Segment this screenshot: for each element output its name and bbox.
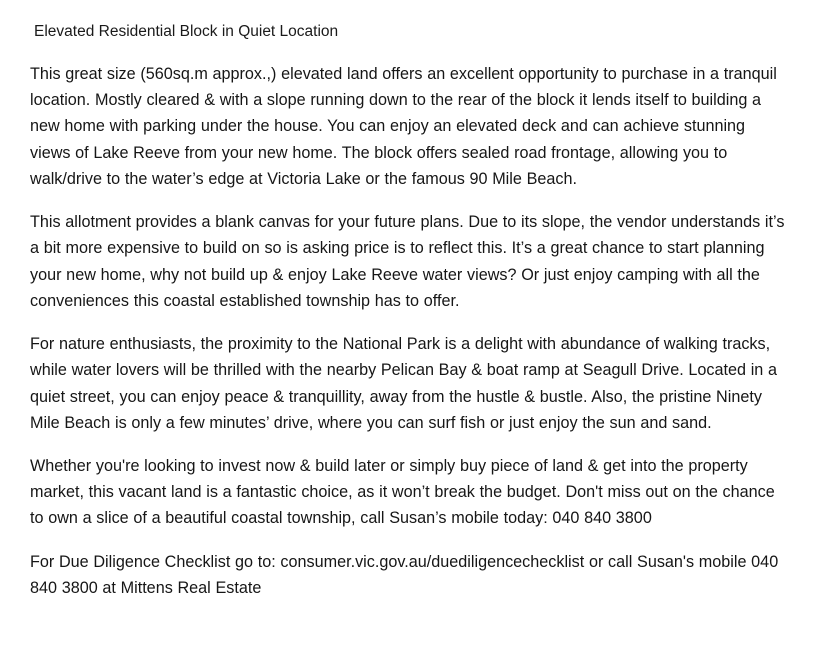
- page-title: Elevated Residential Block in Quiet Location: [34, 23, 339, 40]
- paragraph-property-overview: This great size (560sq.m approx.,) elevated land offers an excellent opportunity to purchase in a tranquil location. Mostly cleared & with a slope running down to the rear of the block it lends itself to building a new home with parking under the house. You can enjoy an elevated deck and can achieve stunning views of Lake Reeve from your new home. The block offers sealed road frontage, allowing you to walk/drive to the water’s edge at Victoria Lake or the famous 90 Mile Beach.: [30, 64, 777, 188]
- paragraph-allotment-potential: This allotment provides a blank canvas for your future plans. Due to its slope, the vendor understands it’s a bit more expensive to build on so is asking price is to reflect this. It’s a great chance to start planning your new home, why not build up & enjoy Lake Reeve water views? Or just enjoy camping with all the conveniences this coastal established township has to offer.: [30, 213, 785, 310]
- paragraph-nature-location: For nature enthusiasts, the proximity to the National Park is a delight with abundance of walking tracks, while water lovers will be thrilled with the nearby Pelican Bay & boat ramp at Seagull Drive. Located in a quiet street, you can enjoy peace & tranquillity, away from the hustle & bustle. Also, the pristine Ninety Mile Beach is only a few minutes’ drive, where you can surf fish or just enjoy the sun and sand.: [30, 335, 778, 432]
- paragraph-due-diligence: For Due Diligence Checklist go to: consumer.vic.gov.au/duediligencechecklist or call Susan's mobile 040 840 3800 at Mittens Real Estate: [30, 552, 779, 597]
- paragraph-investment-contact: Whether you're looking to invest now & build later or simply buy piece of land & get into the property market, this vacant land is a fantastic choice, as it won’t break the budget. Don't miss out on the chance to own a slice of a beautiful coastal township, call Susan’s mobile today: 040 840 3800: [30, 456, 775, 528]
